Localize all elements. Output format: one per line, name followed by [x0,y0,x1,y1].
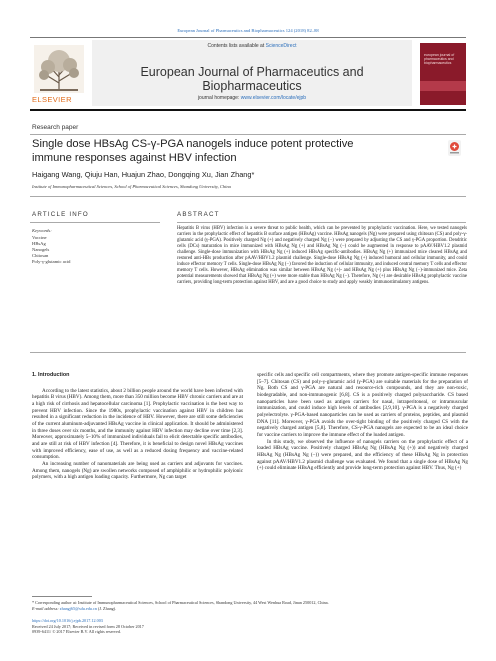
abstract-text: Hepatitis B virus (HBV) infection is a severe threat to public health, which can be prevented by prophylactic vaccination. Here, we tested nanogels carriers in the prophylactic effect of hepatitis B surface antigen (HBsAg) vaccine. HBsAg nanogels (Ng) were prepared using chitosan (CS) and poly-γ-glutamic acid (γ-PGA). Positively charged Ng (+) and negatively charged Ng (−) were prepared by adjusting the CS and γ-PGA proportion. Dendritic cells (DCs) maturation in mice immunized with HBsAg Ng (+) and HBsAg Ng (−) could be augmented in response to pAAV/HBV1.2 plasmid challenge. Single-dose immunization with HBsAg Ng (+) induced HBsAg specific-antibodies. HBsAg Ng (+) immunized mice cleared HBsAg and restored anti-HBs production after pAAV/HBV1.2 plasmid challenge. Single-dose HBsAg Ng (+) induced humoral and cellular immunity, and could induce effector memory T cells. Single-dose HBsAg Ng (−) favored the induction of cellular immunity, and induced central memory T cells and effector memory T cells. However, HBsAg elimination was similar between HBsAg Ng (+)- and HBsAg Ng (+) plus HBsAg Ng (−)-immunized mice. Zeta potential measurements showed that HBsAg Ng (+) were more stable than HBsAg Ng (−). Therefore, Ng (+) are desirable HBsAg prophylactic vaccine carriers, providing long-term protection against HBV, and are a good choice to study and apply weakly immunostimulatory antigens. [177,226,467,286]
keyword-item: Poly-γ-glutamic acid [32,259,71,264]
cover-title: european journal of pharmaceutics and biopharmaceutics [424,53,455,65]
abstract-heading: ABSTRACT [177,211,220,218]
contents-prefix: Contents lists available at [207,43,266,49]
keyword-item: Chitosan [32,253,49,258]
email-line [32,606,468,612]
homepage-prefix: journal homepage: [197,95,241,101]
body-left-column [32,372,243,481]
publication-info [32,618,144,635]
affiliation: Institute of Immunopharmaceutical Sciences, School of Pharmaceutical Sciences, Shandong University, China [32,184,231,189]
author-list: Haigang Wang, Qiuju Han, Huajun Zhao, Dongqing Xu, Jian Zhang* [32,170,255,179]
footnote-text: * Corresponding author at: Institute of Immunopharmaceutical Sciences, School of Pharmaceutical Sciences, Shandong University, 44 West Wenhua Road, Jinan 250012, China. [32,600,329,605]
keyword-item: HBsAg [32,241,46,246]
email-suffix: (J. Zhang). [96,605,117,611]
article-title: Single dose HBsAg CS-γ-PGA nanogels induce potent protective immune responses against HBV infection [32,138,354,164]
contents-line [92,43,412,49]
sciencedirect-link[interactable]: ScienceDirect [265,43,297,49]
body-paragraph: According to the latest statistics, about 2 billion people around the world have been infected with hepatitis B virus (HBV). Among them, more than 350 million become HBV chronic carriers and are at a high risk of cirrhosis and hepatocellular carcinoma [1]. Prophylactic vaccination is the best way to prevent HBV infection. Since the 1980s, prophylactic vaccination against HBV in children has resulted in a significant reduction in the incidence of HBV. However, there are still some deficiencies of the current aluminum-adjuvanted HBsAg vaccine in clinical application. It should be administered in three doses over six months, and the immunity against HBV infection may decline over time [2,3]. Moreover, approximately 5–10% of immunized individuals fail to elicit detectable specific antibodies, and are still at risk of HBV infection [4]. Therefore, it is beneficial to design novel HBsAg vaccines with improved efficiency, ease of use, as well as a reduced dosing frequency and vaccine-related consumption. [32,387,243,461]
body-paragraph: In this study, we observed the influence of nanogels carriers on the prophylactic effect of a loaded HBsAg vaccine. Positively charged HBsAg Ng (HBsAg Ng (+)) and negatively charged HBsAg Ng (HBsAg Ng (−)) were prepared, and the efficiency of these HBsAg Ng in protection against pAAV/HBV1.2 plasmid challenge was evaluated. We found that a single dose of HBsAg Ng (+) could eliminate HBsAg efficiently and provide long-term protection against HBV. Thus, Ng (+) [257,438,468,472]
keyword-item: Vaccine [32,235,47,240]
email-label: E-mail address: [32,605,60,611]
article-info-heading: ARTICLE INFO [32,211,89,218]
copyright-line: 0939-6411/ © 2017 Elsevier B.V. All rights reserved. [32,629,122,634]
received-dates: Received 24 July 2017; Received in revised form 28 October 2017 [32,623,144,629]
body-paragraph: An increasing number of nanomaterials are being used as carriers and adjuvants for vaccines. Among them, nanogels (Ng) are swollen networks composed of amphiphilic or hydrophilic polyionic polymers, with a high antigen loading capacity. Furthermore, Ng can target [32,460,243,481]
abstract-rule [177,222,466,223]
keyword-list [32,235,70,265]
keyword-item: Nanogels [32,247,50,252]
homepage-line [92,95,412,101]
journal-title: European Journal of Pharmaceutics and Biopharmaceutics [140,65,364,93]
journal-cover-thumbnail [420,43,466,105]
crossmark-icon[interactable] [448,140,461,156]
journal-masthead [92,40,412,106]
section-heading-introduction: 1. Introduction [32,372,70,378]
header-bottom-rule [30,109,466,111]
corresponding-author-footnote [32,600,468,611]
article-type: Research paper [32,124,79,131]
homepage-link[interactable]: www.elsevier.com/locate/ejpb [240,95,307,101]
email-link[interactable]: zhangj65@sdu.edu.cn [59,605,97,611]
elsevier-wordmark: ELSEVIER [32,95,72,104]
keywords-label: Keywords: [32,228,52,233]
body-paragraph: specific cells and specific cell compartments, where they promote antigen-specific immune responses [5–7]. Chitosan (CS) and poly-γ-glutamic acid (γ-PGA) are suitable materials for the preparation of Ng. Both CS and γ-PGA are natural and resource-rich compounds, and they are non-toxic, biodegradable, and non-immunogenic [6,8]. CS is a positively charged polysaccharide. CS based nanoparticles have been used as antigen carriers for nasal, intraperitoneal, or intramuscular immunization, and could induce high levels of antibodies [3,9,10]. γ-PGA is a negatively charged polyelectrolyte. γ-PGA-based nanoparticles can be used as carriers of proteins, peptides, and plasmid DNA [11]. Moreover, γ-PGA avoids the over-tight binding of the positively charged CS with the negatively charged antigen [5,8]. Therefore, CS-γ-PGA nanogels are expected to be an ideal choice for vaccine carriers to improve the immune effect of the loaded antigen. [257,372,468,438]
body-right-column [257,372,468,472]
doi-link[interactable]: https://doi.org/10.1016/j.ejpb.2017.12.003 [32,618,103,623]
metadata-rule [30,196,466,197]
journal-reference[interactable]: European Journal of Pharmaceutics and Biopharmaceutics 124 (2018) 82–88 [177,28,319,33]
header-top-rule [30,37,466,38]
journal-header [30,37,466,110]
abstract-bottom-rule [30,352,466,353]
article-type-rule [30,134,466,135]
cover-band [420,81,466,91]
footnote-rule [32,596,92,597]
article-info-rule [30,222,160,223]
